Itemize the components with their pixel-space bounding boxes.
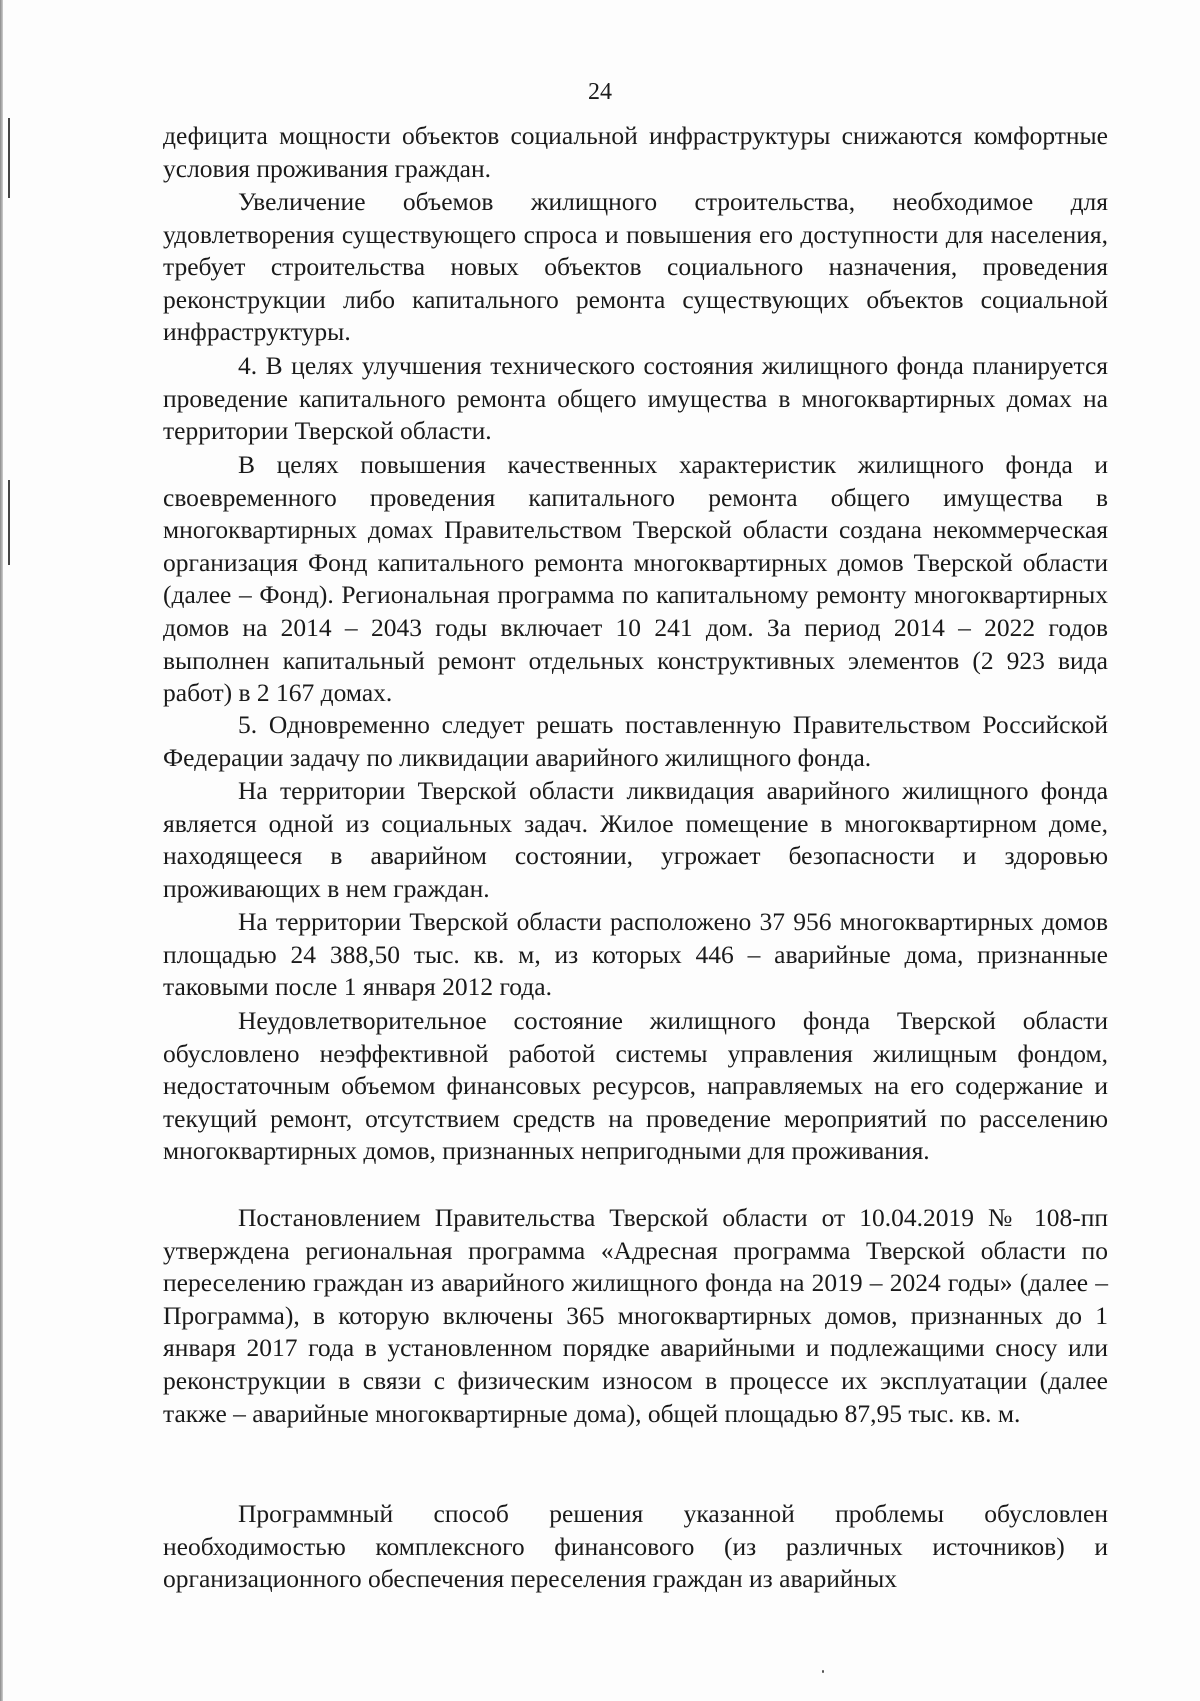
paragraph-9: Постановлением Правительства Тверской области от 10.04.2019 № 108-пп утверждена региональная программа «Адресная программа Тверской области по переселению граждан из аварийного жилищного фонда на 2019 – 2024 годы» (далее – Программа), в которую включены 365 многоквартирных домов, признанных до 1 января 2017 года в установленном порядке аварийными и подлежащими сносу или реконструкции в связи с физическим износом в процессе их эксплуатации (далее также – аварийные многоквартирные дома), общей площадью 87,95 тыс. кв. м.	[163, 1203, 1108, 1428]
scan-speck	[822, 1670, 824, 1673]
paragraph-4: В целях повышения качественных характеристик жилищного фонда и своевременного проведения капитального ремонта общего имущества в многоквартирных домах Правительством Тверской области создана некоммерческая организация Фонд капитального ремонта многоквартирных домов Тверской области (далее – Фонд). Региональная программа по капитальному ремонту многоквартирных домов на 2014 – 2043 годы включает 10 241 дом. За период 2014 – 2022 годов выполнен капитальный ремонт отдельных конструктивных элементов (2 923 вида работ) в 2 167 домах.	[163, 450, 1108, 708]
paragraph-1: дефицита мощности объектов социальной инфраструктуры снижаются комфортные условия проживания граждан.	[163, 121, 1108, 183]
scan-artifact	[8, 118, 10, 198]
paragraph-10: Программный способ решения указанной проблемы обусловлен необходимостью комплексного финансового (из различных источников) и организационного обеспечения переселения граждан из аварийных	[163, 1499, 1108, 1594]
scan-edge	[0, 0, 3, 1701]
paragraph-5: 5. Одновременно следует решать поставленную Правительством Российской Федерации задачу по ликвидации аварийного жилищного фонда.	[163, 710, 1108, 772]
scan-artifact	[8, 480, 10, 565]
paragraph-3: 4. В целях улучшения технического состояния жилищного фонда планируется проведение капитального ремонта общего имущества в многоквартирных домах на территории Тверской области.	[163, 351, 1108, 446]
page-number: 24	[588, 79, 612, 105]
paragraph-7: На территории Тверской области расположено 37 956 многоквартирных домов площадью 24 388,50 тыс. кв. м, из которых 446 – аварийные дома, признанные таковыми после 1 января 2012 года.	[163, 907, 1108, 1002]
paragraph-2: Увеличение объемов жилищного строительства, необходимое для удовлетворения существующего спроса и повышения его доступности для населения, требует строительства новых объектов социального назначения, проведения реконструкции либо капитального ремонта существующих объектов социальной инфраструктуры.	[163, 187, 1108, 347]
paragraph-6: На территории Тверской области ликвидация аварийного жилищного фонда является одной из социальных задач. Жилое помещение в многоквартирном доме, находящееся в аварийном состоянии, угрожает безопасности и здоровью проживающих в нем граждан.	[163, 776, 1108, 903]
paragraph-8: Неудовлетворительное состояние жилищного фонда Тверской области обусловлено неэффективной работой системы управления жилищным фондом, недостаточным объемом финансовых ресурсов, направляемых на его содержание и текущий ремонт, отсутствием средств на проведение мероприятий по расселению многоквартирных домов, признанных непригодными для проживания.	[163, 1006, 1108, 1166]
